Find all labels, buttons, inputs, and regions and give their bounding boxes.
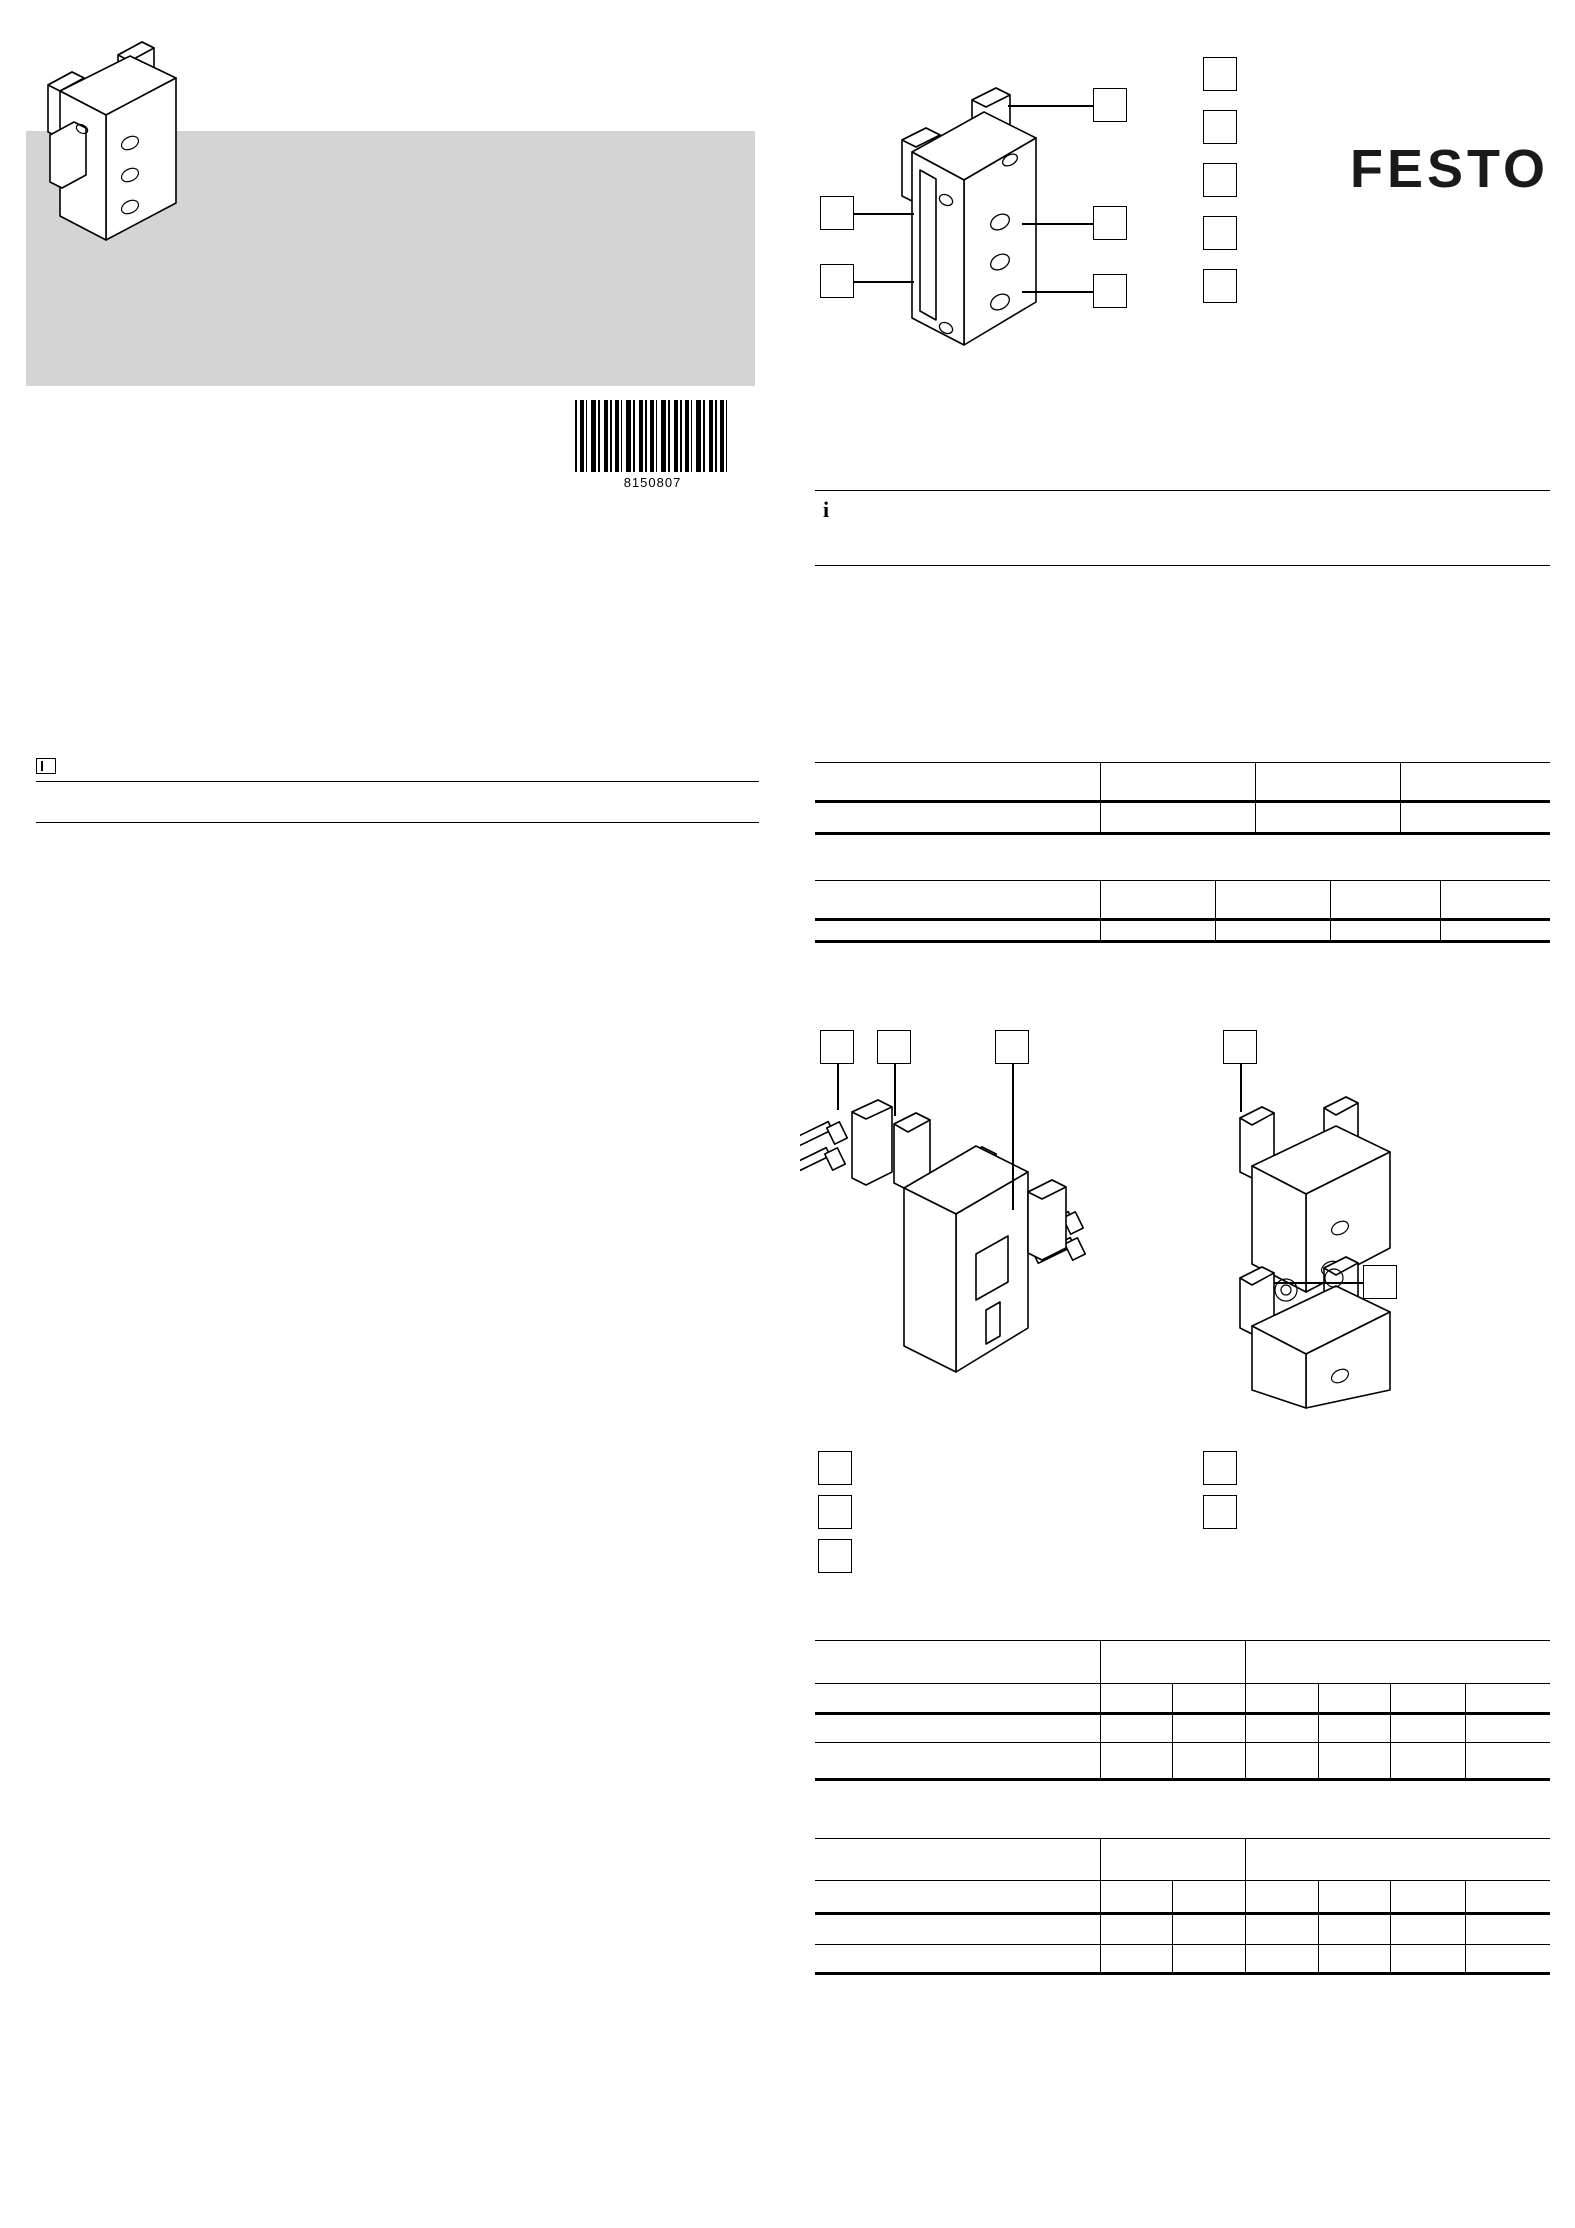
callout-figure2-5: [1363, 1265, 1397, 1299]
legend-box-6: [818, 1451, 852, 1485]
table4-header-rule: [815, 1912, 1550, 1915]
table3-subhead-rule: [815, 1683, 1550, 1684]
table4-row-rule: [815, 1944, 1550, 1945]
table1-col-divider-3: [1400, 762, 1401, 832]
barcode-icon: [575, 400, 730, 472]
callout-figure2-1: [820, 1030, 854, 1064]
leader-line-6: [837, 1064, 839, 1110]
table3-bottom-rule: [815, 1778, 1550, 1781]
table4-col-divider-2: [1172, 1880, 1173, 1972]
leader-line-5: [854, 281, 914, 283]
legend-box-10: [1203, 1495, 1237, 1529]
legend-box-5: [1203, 269, 1237, 303]
left-note-top-rule: [36, 781, 759, 782]
figure-2-drawing: [800, 1060, 1560, 1410]
leader-line-7: [894, 1064, 896, 1116]
callout-figure1-1: [1093, 88, 1127, 122]
table1-bottom-rule: [815, 832, 1550, 835]
callout-figure2-2: [877, 1030, 911, 1064]
legend-box-2: [1203, 110, 1237, 144]
table2-col-divider-1: [1100, 880, 1101, 940]
left-note-text: [36, 786, 759, 818]
table1-top-rule: [815, 762, 1550, 763]
festo-logo: FESTO: [1349, 139, 1549, 199]
table2-col-divider-3: [1330, 880, 1331, 940]
table4-col-divider-6: [1465, 1880, 1466, 1972]
leader-line-4: [854, 213, 914, 215]
callout-figure2-3: [995, 1030, 1029, 1064]
table3-col-divider-2: [1172, 1683, 1173, 1780]
table4-top-rule: [815, 1838, 1550, 1839]
table4-col-divider-1: [1100, 1838, 1101, 1972]
callout-figure1-3: [1093, 274, 1127, 308]
table2-bottom-rule: [815, 940, 1550, 943]
info-icon: i: [823, 497, 830, 522]
callout-figure1-2: [1093, 206, 1127, 240]
table2-col-divider-2: [1215, 880, 1216, 940]
leader-line-10: [1274, 1282, 1363, 1284]
info-note-top-rule: [815, 490, 1550, 491]
table1-col-divider-2: [1255, 762, 1256, 832]
legend-box-4: [1203, 216, 1237, 250]
table1-col-divider-1: [1100, 762, 1101, 832]
info-note-bottom-rule: [815, 565, 1550, 566]
leader-line-1: [1008, 105, 1093, 107]
info-note-text: [855, 498, 1545, 558]
leader-line-9: [1240, 1064, 1242, 1112]
legend-box-1: [1203, 57, 1237, 91]
barcode-block: [575, 400, 730, 490]
legend-box-8: [818, 1539, 852, 1573]
table3-col-divider-5: [1390, 1683, 1391, 1780]
table4-col-divider-4: [1318, 1880, 1319, 1972]
legend-box-9: [1203, 1451, 1237, 1485]
table2-col-divider-4: [1440, 880, 1441, 940]
note-icon: [36, 758, 56, 774]
leader-line-2: [1022, 223, 1093, 225]
table3-col-divider-1: [1100, 1640, 1101, 1780]
legend-box-3: [1203, 163, 1237, 197]
table4-subhead-rule: [815, 1880, 1550, 1881]
leader-line-3: [1022, 291, 1093, 293]
callout-figure1-5: [820, 264, 854, 298]
product-photo-gripper: [30, 25, 210, 235]
table3-top-rule: [815, 1640, 1550, 1641]
table3-row-rule: [815, 1742, 1550, 1743]
callout-figure1-4: [820, 196, 854, 230]
table3-header-rule: [815, 1712, 1550, 1715]
table1-header-rule: [815, 800, 1550, 803]
table3-col-divider-3: [1245, 1640, 1246, 1780]
table4-col-divider-5: [1390, 1880, 1391, 1972]
table3-col-divider-4: [1318, 1683, 1319, 1780]
figure-1-drawing: [860, 40, 1180, 380]
leader-line-8: [1012, 1064, 1014, 1210]
left-note-bottom-rule: [36, 822, 759, 823]
barcode-number: 8150807: [623, 475, 682, 490]
table4-col-divider-3: [1245, 1838, 1246, 1972]
table3-col-divider-6: [1465, 1683, 1466, 1780]
legend-box-7: [818, 1495, 852, 1529]
callout-figure2-4: [1223, 1030, 1257, 1064]
table4-bottom-rule: [815, 1972, 1550, 1975]
